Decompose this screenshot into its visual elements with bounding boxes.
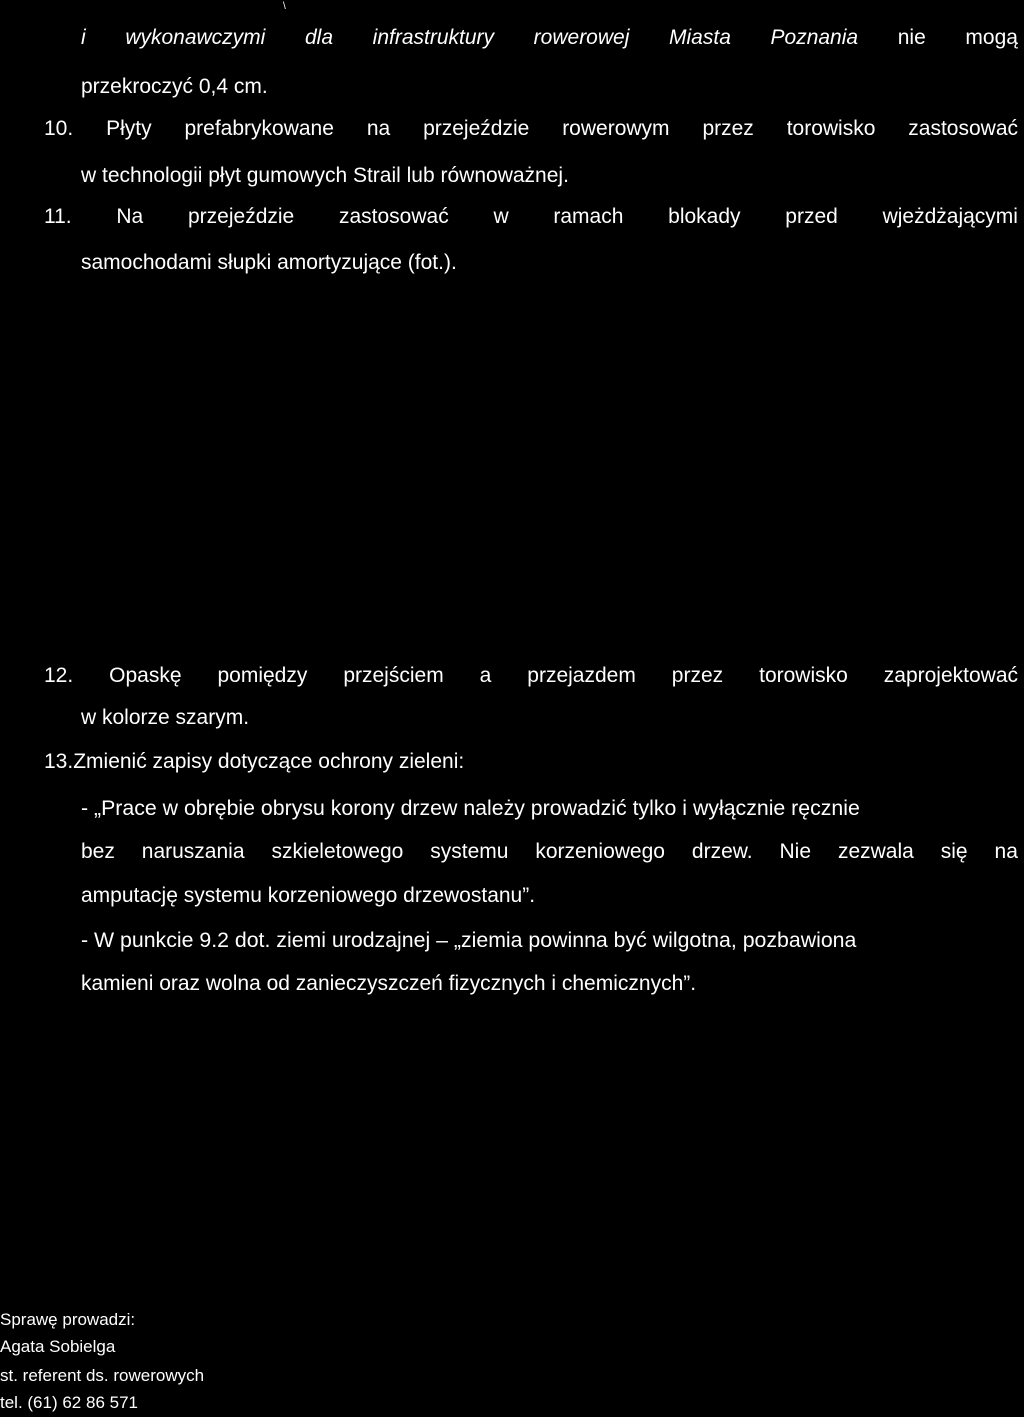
item-word: zastosować xyxy=(338,205,449,228)
item-word: wjeżdżającymi xyxy=(882,205,1018,228)
item-word: przejeździe xyxy=(423,117,530,140)
item-number: 11. xyxy=(44,205,72,228)
intro-line-1 xyxy=(81,25,1018,51)
item-word: przejazdem xyxy=(527,664,636,687)
intro-word: wykonawczymi xyxy=(125,26,266,49)
item-word: drzew. xyxy=(691,840,753,863)
item-13-sub1-line-2 xyxy=(81,839,1018,865)
item-word: naruszania xyxy=(141,840,245,863)
item-word: przed xyxy=(785,205,838,228)
item-word: przez xyxy=(702,117,754,140)
item-word: rowerowym xyxy=(562,117,670,140)
item-word: w xyxy=(493,205,509,228)
item-13-sub1-line-3: amputację systemu korzeniowego drzewostanu”. xyxy=(81,884,536,907)
footer-label: Sprawę prowadzi: xyxy=(0,1310,136,1329)
item-word: prefabrykowane xyxy=(184,117,334,140)
footer-name: Agata Sobielga xyxy=(0,1337,116,1356)
item-word: zastosować xyxy=(908,117,1018,140)
intro-word: Poznania xyxy=(770,26,859,49)
item-word: przejściem xyxy=(343,664,444,687)
item-word: przez xyxy=(671,664,724,687)
intro-word: dla xyxy=(304,26,334,49)
item-word: ramach xyxy=(553,205,624,228)
intro-word: i xyxy=(81,26,86,49)
item-word: pomiędzy xyxy=(217,664,308,687)
item-word: korzeniowego xyxy=(535,840,665,863)
intro-word: mogą xyxy=(965,26,1018,49)
item-number: 10. xyxy=(44,117,74,140)
item-12-line-2: w kolorze szarym. xyxy=(81,706,250,729)
item-number: 12. xyxy=(44,664,74,687)
item-10-line-2: w technologii płyt gumowych Strail lub równoważnej. xyxy=(81,164,569,187)
footer-position: st. referent ds. rowerowych xyxy=(0,1366,205,1385)
item-word: na xyxy=(994,840,1018,863)
item-word: torowisko xyxy=(759,664,848,687)
item-word: się xyxy=(940,840,968,863)
item-number: 13. xyxy=(44,750,74,773)
item-text: Zmienić zapisy dotyczące ochrony zieleni: xyxy=(73,750,465,773)
intro-word: infrastruktury xyxy=(372,26,495,49)
intro-word: Miasta xyxy=(669,26,731,49)
item-13-sub1-line-1: - „Prace w obrębie obrysu korony drzew należy prowadzić tylko i wyłącznie ręcznie xyxy=(81,796,860,820)
item-word: bez xyxy=(81,840,115,863)
scan-tick-mark: \ xyxy=(283,1,286,12)
item-11-line-1 xyxy=(44,204,1018,230)
footer-phone: tel. (61) 62 86 571 xyxy=(0,1393,138,1412)
item-word: torowisko xyxy=(786,117,876,140)
item-11-line-2: samochodami słupki amortyzujące (fot.). xyxy=(81,251,457,274)
item-word: zaprojektować xyxy=(883,664,1018,687)
item-word: przejeździe xyxy=(188,205,295,228)
item-word: Płyty xyxy=(106,117,152,140)
intro-word: rowerowej xyxy=(533,26,630,49)
item-10-line-1 xyxy=(44,116,1018,142)
item-word: Opaskę xyxy=(109,664,182,687)
item-12-line-1 xyxy=(44,663,1018,689)
item-word: systemu xyxy=(430,840,509,863)
item-13-sub2-line-1: - W punkcie 9.2 dot. ziemi urodzajnej – „ziemia powinna być wilgotna, pozbawiona xyxy=(81,928,857,952)
item-word: Nie xyxy=(779,840,812,863)
item-13-sub2-line-2: kamieni oraz wolna od zanieczyszczeń fizycznych i chemicznych”. xyxy=(81,972,697,995)
intro-line-2: przekroczyć 0,4 cm. xyxy=(81,75,268,98)
item-word: a xyxy=(479,664,492,687)
item-word: blokady xyxy=(668,205,741,228)
item-word: zezwala xyxy=(837,840,914,863)
item-13-line-1 xyxy=(44,749,464,775)
item-word: na xyxy=(366,117,391,140)
intro-word: nie xyxy=(897,26,926,49)
item-word: szkieletowego xyxy=(271,840,404,863)
item-word: Na xyxy=(116,205,144,228)
